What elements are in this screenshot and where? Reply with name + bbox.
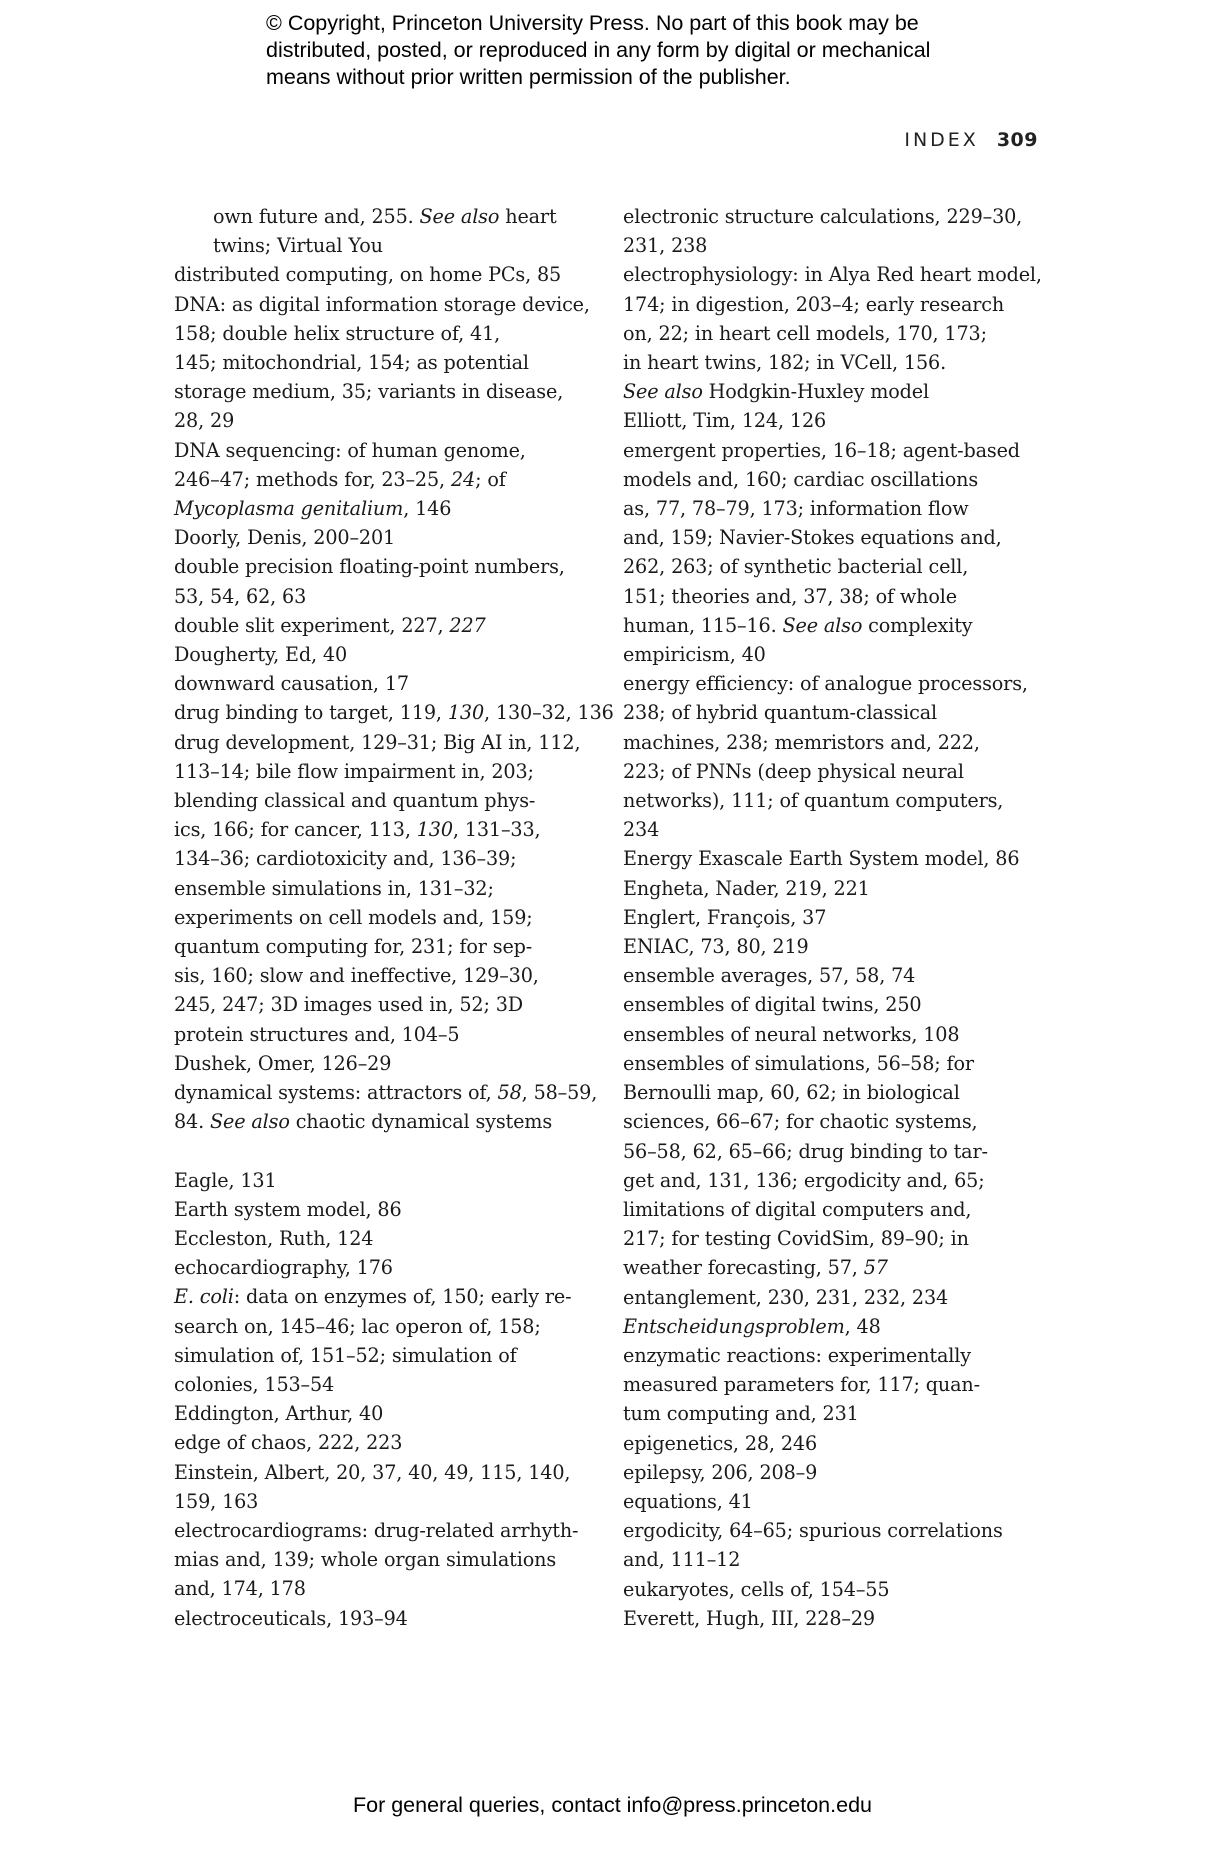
text-run: 223; of PNNs (deep physical neural [623,759,964,783]
index-entry [623,1487,1051,1516]
index-entry-line [623,1516,1051,1545]
index-entry [623,436,1051,640]
text-run: as, 77, 78–79, 173; information flow [623,497,969,521]
index-entry [623,1341,1051,1429]
index-entry-line [623,874,1051,903]
italic-text: Entscheidungsproblem [623,1314,845,1338]
index-entry-line [174,1282,600,1311]
index-entry-line [623,1370,1051,1399]
text-run: 145; mitochondrial, 154; as potential [174,351,529,375]
italic-text: See also [782,613,863,637]
text-run: 238; of hybrid quantum-classical [623,701,937,725]
index-entry-line [623,990,1051,1019]
italic-text: 227 [449,613,486,637]
index-entry [174,1516,600,1604]
text-run: chaotic dynamical systems [289,1110,553,1134]
index-entry [623,202,1051,260]
text-run: sciences, 66–67; for chaotic systems, [623,1110,978,1134]
index-entry-line [623,406,1051,435]
text-run: Hodgkin-Huxley model [702,380,930,404]
text-run: 158; double helix structure of, 41, [174,321,501,345]
text-run: ensembles of neural networks, 108 [623,1022,960,1046]
text-run: and, 111–12 [623,1548,741,1572]
running-head-label: INDEX [904,129,979,151]
text-run: Engheta, Nader, 219, 221 [623,876,870,900]
text-run: entanglement, 230, 231, 232, 234 [623,1285,949,1309]
text-run: 262, 263; of synthetic bacterial cell, [623,555,969,579]
index-entry-line [174,844,600,873]
text-run: networks), 111; of quantum computers, [623,789,1004,813]
index-entry [174,669,600,698]
index-entry-line [623,1399,1051,1428]
index-entry [174,611,600,640]
index-entry [623,669,1051,844]
index-entry [623,1604,1051,1633]
index-entry [623,1429,1051,1458]
index-entry [623,903,1051,932]
index-entry-line [174,1107,600,1136]
text-run: 56–58, 62, 65–66; drug binding to tar- [623,1139,988,1163]
text-run: 84. [174,1110,211,1134]
index-entry-line [623,1487,1051,1516]
text-run: DNA sequencing: of human genome, [174,438,526,462]
footer-contact: For general queries, contact info@press.princeton.edu [352,1793,872,1817]
text-run: electrophysiology: in Alya Red heart model, [623,263,1042,287]
index-entry [174,202,600,260]
text-run: electronic structure calculations, 229–30, [623,205,1023,228]
text-run: energy efficiency: of analogue processors, [623,672,1028,696]
index-entry-line [623,1137,1051,1166]
index-entry-line [174,1545,600,1574]
text-run: models and, 160; cardiac oscillations [623,467,979,491]
index-entry [174,1224,600,1253]
text-run: 174; in digestion, 203–4; early research [623,292,1005,316]
index-entry [623,932,1051,961]
index-entry-line [174,290,600,319]
index-entry-line [623,1458,1051,1487]
index-entry-line [174,1020,600,1049]
index-entry-line [623,611,1051,640]
text-run: : data on enzymes of, 150; early re- [233,1285,572,1309]
index-entry-line [174,990,600,1019]
index-entry-line [174,1049,600,1078]
index-entry-line [623,582,1051,611]
index-entry [623,1575,1051,1604]
text-run: 217; for testing CovidSim, 89–90; in [623,1227,969,1251]
index-entry [623,844,1051,873]
text-run: Everett, Hugh, III, 228–29 [623,1606,875,1630]
index-entry-line [174,406,600,435]
index-entry-line [174,494,600,523]
index-column-right [623,202,1051,1633]
text-run: ergodicity, 64–65; spurious correlations [623,1519,1003,1543]
index-entry [623,260,1051,406]
copyright-line: © Copyright, Princeton University Press. No part of this book may be [266,11,919,35]
text-run: experiments on cell models and, 159; [174,905,533,929]
index-entry-line [174,1341,600,1370]
text-run: Earth system model, 86 [174,1197,402,1221]
text-run: eukaryotes, cells of, 154–55 [623,1577,890,1601]
text-run: quantum computing for, 231; for sep- [174,935,533,959]
text-run: tum computing and, 231 [623,1402,859,1426]
index-entry-line [174,903,600,932]
index-entry-line [174,757,600,786]
index-entry-line [174,1458,600,1487]
index-entry-line [623,786,1051,815]
text-run: 134–36; cardiotoxicity and, 136–39; [174,847,517,871]
index-entry-line [174,1078,600,1107]
index-entry [623,1458,1051,1487]
text-run: 245, 247; 3D images used in, 52; 3D [174,993,524,1017]
text-run: Doorly, Denis, 200–201 [174,526,396,550]
index-entry-line [623,1312,1051,1341]
text-run: ics, 166; for cancer, 113, [174,818,417,842]
index-entry [623,640,1051,669]
index-entry-line [174,319,600,348]
index-entry-line [174,348,600,377]
index-entry-line [174,874,600,903]
index-entry-line [623,932,1051,961]
index-entry-line [174,1166,600,1195]
index-entry-line [623,290,1051,319]
text-run: Elliott, Tim, 124, 126 [623,409,827,433]
index-entry-line [623,757,1051,786]
text-run: ensembles of digital twins, 250 [623,993,922,1017]
index-entry-line [623,202,1051,231]
text-run: dynamical systems: attractors of, [174,1081,498,1105]
index-entry [174,523,600,552]
index-entry [174,1049,600,1078]
index-entry-line [174,1399,600,1428]
italic-text: 57 [863,1256,888,1280]
index-entry [623,1049,1051,1283]
index-entry [623,1312,1051,1341]
text-run: 53, 54, 62, 63 [174,584,307,608]
text-run: Eccleston, Ruth, 124 [174,1226,374,1250]
index-entry-line [174,669,600,698]
text-run: weather forecasting, 57, [623,1256,864,1280]
text-run: machines, 238; memristors and, 222, [623,730,980,754]
index-entry-line [174,1604,600,1633]
index-entry [174,1458,600,1516]
text-run: Eagle, 131 [174,1168,277,1192]
index-entry-line [174,1312,600,1341]
index-entry-line [623,640,1051,669]
text-run: 234 [623,818,660,842]
index-entry-line [174,377,600,406]
index-entry-line [174,786,600,815]
text-run: ENIAC, 73, 80, 219 [623,935,809,959]
index-entry-line [174,1195,600,1224]
index-entry-line [174,932,600,961]
text-run: equations, 41 [623,1489,753,1513]
text-run: mias and, 139; whole organ simulations [174,1548,557,1572]
index-entry [623,1020,1051,1049]
index-entry-line [623,844,1051,873]
text-run: enzymatic reactions: experimentally [623,1343,971,1367]
index-entry-line [623,1253,1051,1282]
index-entry-line [213,202,600,231]
index-entry-line [623,319,1051,348]
text-run: distributed computing, on home PCs, 85 [174,263,562,287]
index-entry-line [174,582,600,611]
index-entry-line [623,903,1051,932]
text-run: blending classical and quantum phys- [174,789,536,813]
text-run: Dushek, Omer, 126–29 [174,1051,392,1075]
index-entry-line [623,523,1051,552]
text-run: drug binding to target, 119, [174,701,448,725]
text-run: double precision floating-point numbers, [174,555,565,579]
text-run: emergent properties, 16–18; agent-based [623,438,1020,462]
index-entry [174,640,600,669]
index-entry-line [623,669,1051,698]
index-entry-line [623,1429,1051,1458]
index-entry-line [623,260,1051,289]
text-run: protein structures and, 104–5 [174,1022,460,1046]
text-run: electroceuticals, 193–94 [174,1606,408,1630]
text-run: search on, 145–46; lac operon of, 158; [174,1314,541,1338]
copyright-line: distributed, posted, or reproduced in any form by digital or mechanical [266,38,931,62]
text-run: 246–47; methods for, 23–25, [174,467,451,491]
text-run: ensemble simulations in, 131–32; [174,876,494,900]
index-entry-line [623,1575,1051,1604]
text-run: , 58–59, [521,1081,598,1105]
index-entry-line [174,1370,600,1399]
italic-text: See also [623,380,703,404]
index-entry [174,1428,600,1457]
index-entry-line [623,1224,1051,1253]
index-column-left [174,202,614,1633]
index-entry [174,1399,600,1428]
index-entry-line [174,1224,600,1253]
text-run: get and, 131, 136; ergodicity and, 65; [623,1168,985,1192]
index-entry [174,1604,600,1633]
text-run: double slit experiment, 227, [174,613,450,637]
index-entry [623,1283,1051,1312]
text-run: edge of chaos, 222, 223 [174,1431,403,1455]
index-entry-line [174,640,600,669]
text-run: Dougherty, Ed, 40 [174,643,348,667]
index-entry-line [213,231,600,260]
text-run: , 130–32, 136 [484,701,614,725]
text-run: limitations of digital computers and, [623,1197,972,1221]
text-run: , 48 [844,1314,881,1338]
text-run: 28, 29 [174,409,235,433]
index-entry [623,874,1051,903]
index-entry-line [623,1341,1051,1370]
text-run: own future and, 255. [213,205,420,228]
text-run: ensembles of simulations, 56–58; for [623,1051,974,1075]
index-entry [174,552,600,610]
index-entry-line [623,377,1051,406]
text-run: downward causation, 17 [174,672,409,696]
text-run: Einstein, Albert, 20, 37, 40, 49, 115, 140, [174,1460,571,1484]
text-run: DNA: as digital information storage device, [174,292,590,316]
running-head [904,128,1038,152]
index-entry [174,1078,600,1136]
text-run: and, 159; Navier-Stokes equations and, [623,526,1002,550]
index-entry-line [623,231,1051,260]
index-entry [174,260,600,289]
text-run: complexity [862,613,973,637]
index-entry-line [174,1428,600,1457]
index-entry-line [623,1283,1051,1312]
italic-text: 130 [447,701,485,725]
index-entry-line [174,552,600,581]
index-entry-line [623,465,1051,494]
index-entry-line [174,1253,600,1282]
index-entry-line [174,436,600,465]
index-entry [174,1282,600,1399]
letter-section-gap [174,1137,600,1166]
index-entry-line [623,961,1051,990]
index-entry-line [174,465,600,494]
text-run: in heart twins, 182; in VCell, 156. [623,351,947,375]
index-entry [623,961,1051,990]
text-run: on, 22; in heart cell models, 170, 173; [623,321,987,345]
italic-text: See also [419,205,500,228]
index-entry [174,1166,600,1195]
index-entry [174,698,614,727]
index-entry-line [174,611,600,640]
text-run: 113–14; bile flow impairment in, 203; [174,759,534,783]
index-entry-line [174,1574,600,1603]
index-entry-line [174,815,600,844]
text-run: echocardiography, 176 [174,1256,393,1280]
index-entry-line [623,1078,1051,1107]
index-entry-line [623,552,1051,581]
index-entry-line [623,698,1051,727]
copyright-line: means without prior written permission of the publisher. [266,65,791,89]
index-entry [623,990,1051,1019]
index-entry-line [623,728,1051,757]
text-run: 231, 238 [623,234,708,258]
text-run: ; of [475,467,506,491]
italic-text: See also [210,1110,290,1134]
text-run: and, 174, 178 [174,1577,306,1601]
text-run: electrocardiograms: drug-related arrhyth- [174,1518,579,1542]
index-entry-line [174,523,600,552]
text-run: colonies, 153–54 [174,1372,335,1396]
index-entry-line [174,260,600,289]
italic-text: 24 [450,467,476,491]
index-entry-line [623,1020,1051,1049]
index-entry-line [623,348,1051,377]
index-entry [174,1195,600,1224]
index-entry-line [623,1166,1051,1195]
index-entry-line [623,436,1051,465]
index-entry [174,1253,600,1282]
text-run: Energy Exascale Earth System model, 86 [623,847,1020,871]
index-entry-line [623,494,1051,523]
text-run: Bernoulli map, 60, 62; in biological [623,1081,960,1105]
index-entry-line [174,698,614,727]
index-entry-line [623,815,1051,844]
text-run: ensemble averages, 57, 58, 74 [623,964,916,988]
index-entry-line [174,728,600,757]
italic-text: 58 [497,1081,522,1105]
copyright-notice [266,10,1026,91]
index-entry-line [174,1516,600,1545]
index-entry [174,436,600,524]
index-entry-line [174,1487,600,1516]
index-entry-line [623,1545,1051,1574]
text-run: 151; theories and, 37, 38; of whole [623,584,957,608]
index-entry-line [623,1107,1051,1136]
text-run: heart [499,205,557,228]
index-entry-line [174,961,600,990]
italic-text: Mycoplasma genitalium [174,497,404,521]
text-run: epigenetics, 28, 246 [623,1431,817,1455]
text-run: , 146 [403,497,452,521]
text-run: sis, 160; slow and ineffective, 129–30, [174,964,539,988]
text-run: twins; Virtual You [213,234,383,258]
text-run: drug development, 129–31; Big AI in, 112, [174,730,581,754]
index-entry [623,1516,1051,1574]
text-run: Eddington, Arthur, 40 [174,1402,384,1426]
italic-text: E. coli [174,1285,234,1309]
index-entry-line [623,1049,1051,1078]
italic-text: 130 [416,818,453,842]
text-run: epilepsy, 206, 208–9 [623,1460,818,1484]
index-entry [174,728,600,1049]
text-run: 159, 163 [174,1489,259,1513]
text-run: , 131–33, [452,818,541,842]
text-run: simulation of, 151–52; simulation of [174,1343,517,1367]
text-run: empiricism, 40 [623,643,766,667]
text-run: storage medium, 35; variants in disease, [174,380,564,404]
text-run: human, 115–16. [623,613,783,637]
index-entry [174,290,600,436]
index-entry [623,406,1051,435]
index-entry-line [623,1195,1051,1224]
page-number: 309 [996,129,1038,151]
index-entry-line [623,1604,1051,1633]
text-run: Englert, François, 37 [623,905,827,929]
text-run: measured parameters for, 117; quan- [623,1373,980,1397]
